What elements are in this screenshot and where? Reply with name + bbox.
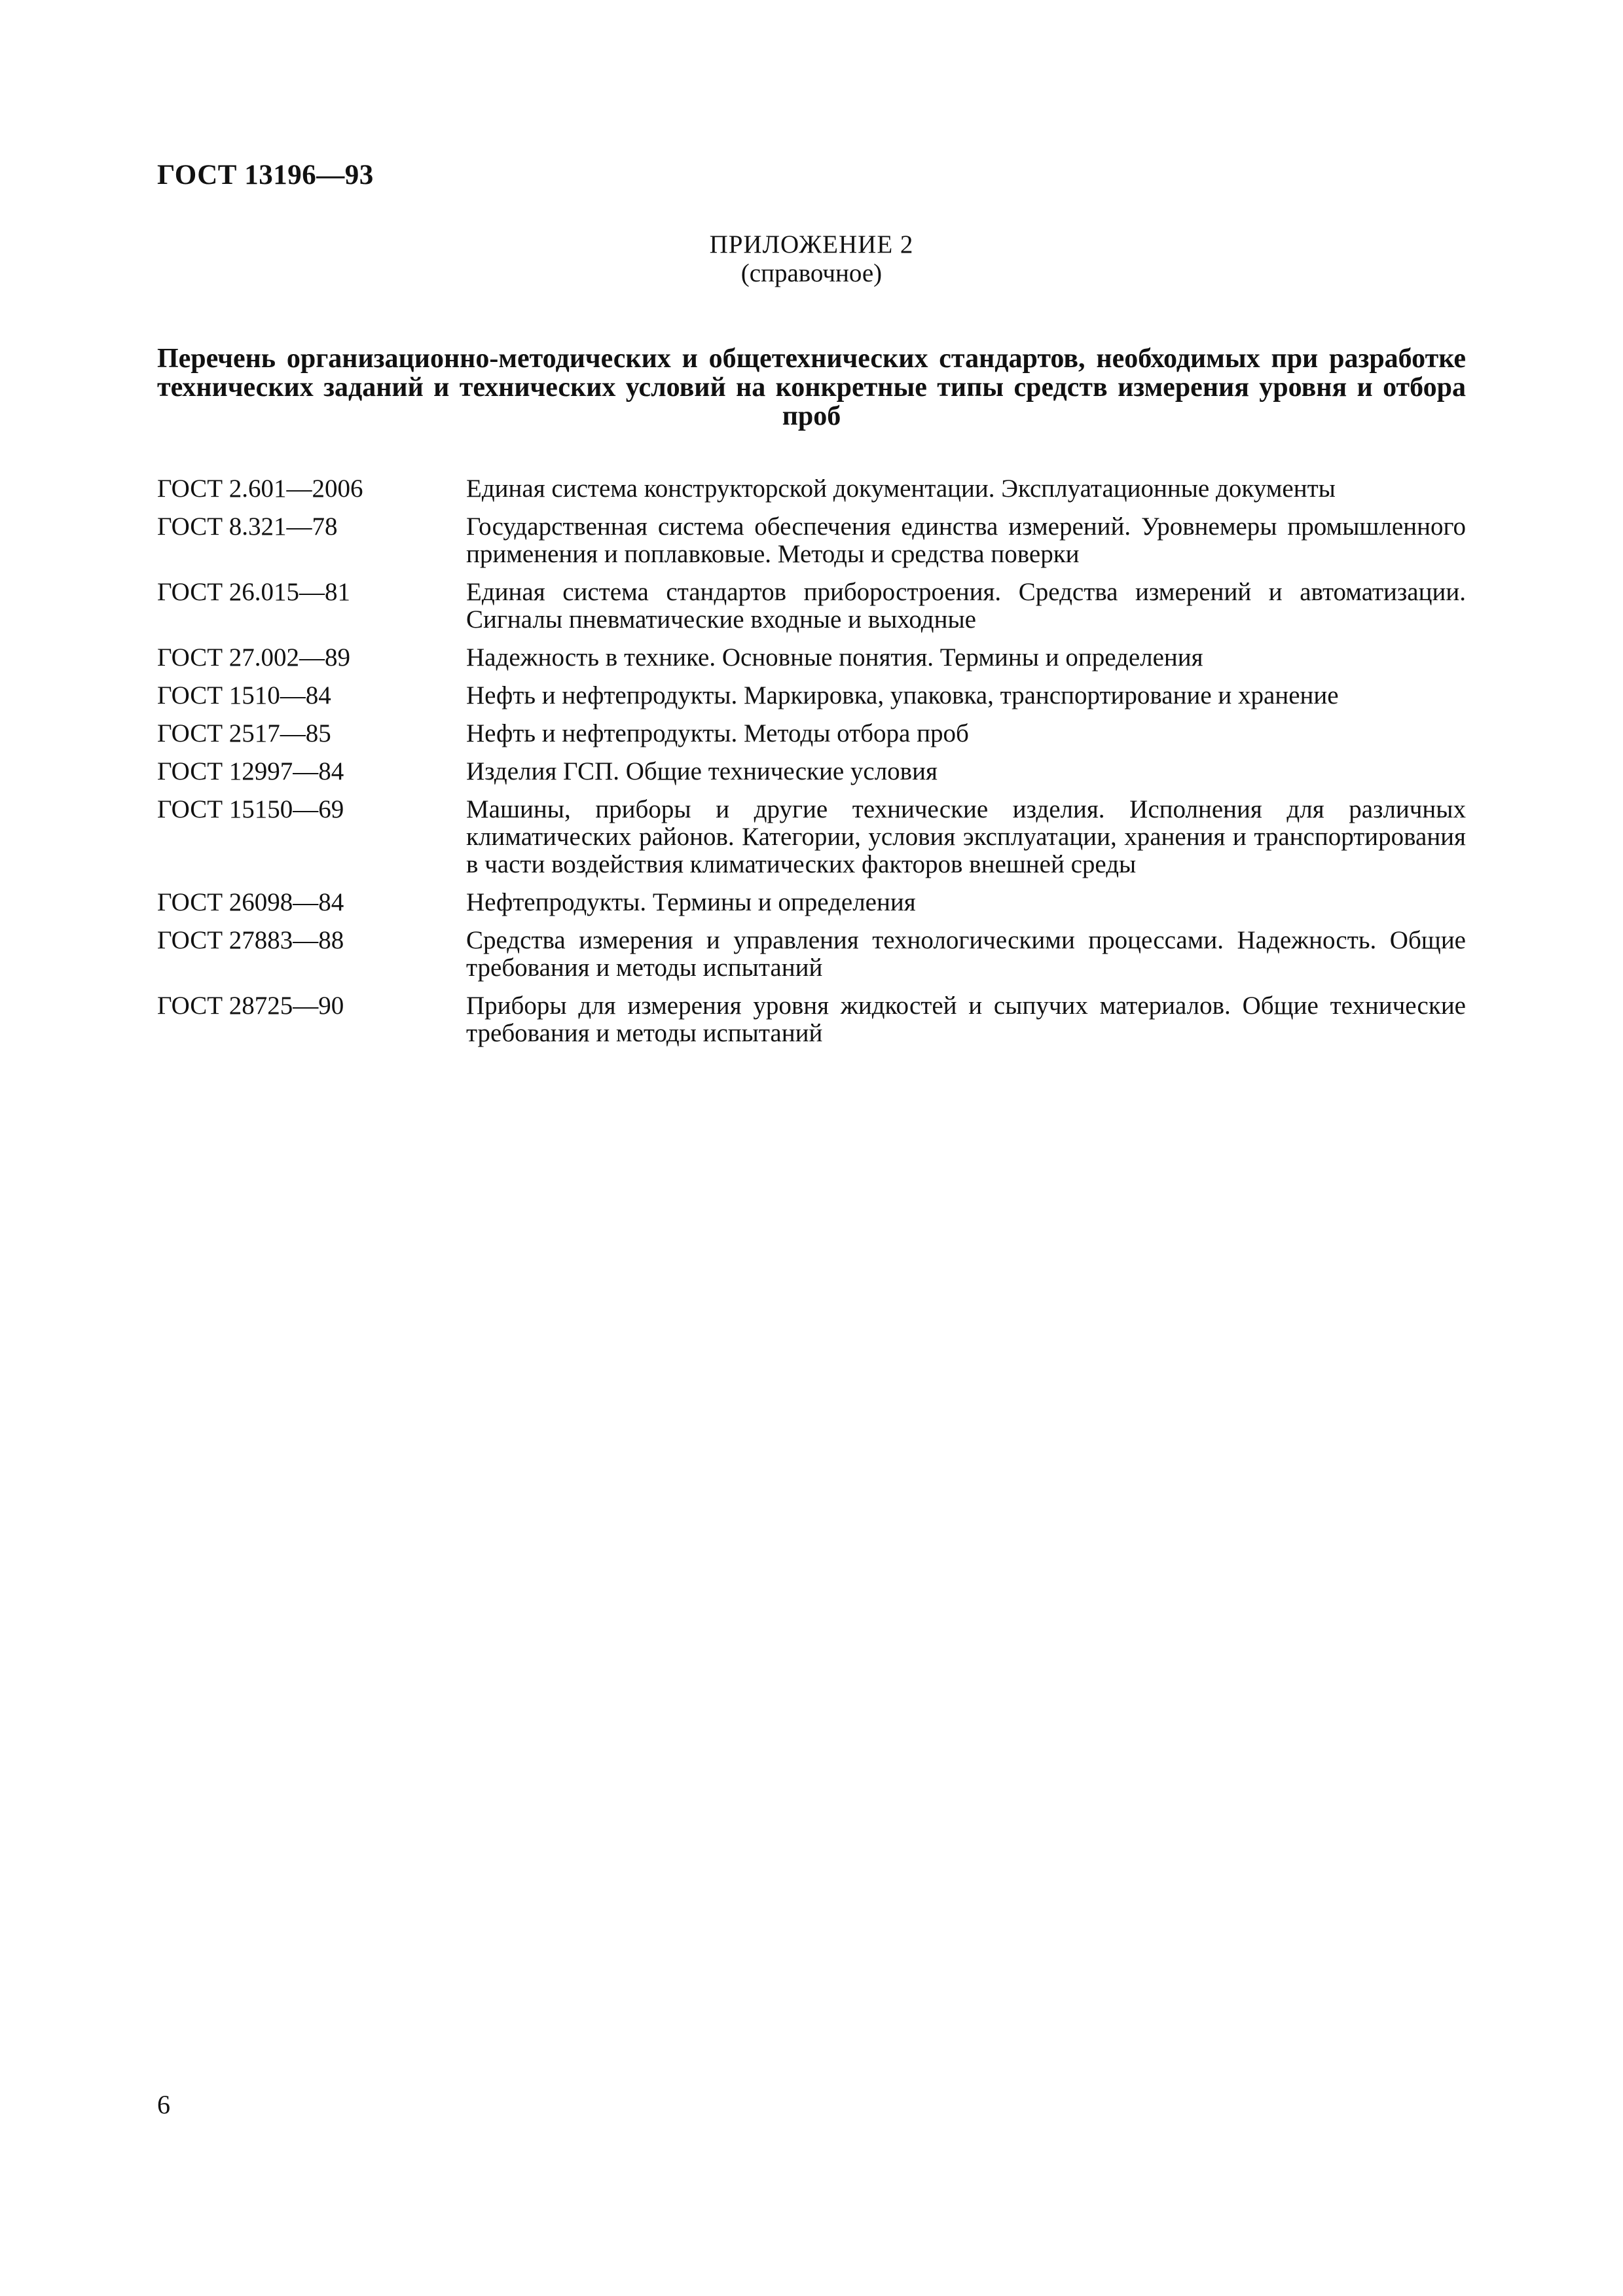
standard-title: Нефть и нефтепродукты. Методы отбора проб bbox=[466, 719, 969, 747]
list-item bbox=[157, 720, 1466, 747]
standard-title: Единая система стандартов приборостроения. Средства измерений и автоматизации. Сигналы пневматические входные и выходные bbox=[466, 578, 1466, 634]
standard-title: Изделия ГСП. Общие технические условия bbox=[466, 757, 938, 785]
reference-list bbox=[157, 475, 1466, 1058]
list-item bbox=[157, 927, 1466, 982]
standard-title: Средства измерения и управления технологическими процессами. Надежность. Общие требования и методы испытаний bbox=[466, 926, 1466, 982]
appendix-title: ПРИЛОЖЕНИЕ 2 bbox=[709, 230, 914, 259]
standard-title: Надежность в технике. Основные понятия. Термины и определения bbox=[466, 643, 1203, 672]
document-title: Перечень организационно-методических и общетехнических стандартов, необходимых при разработке технических заданий и технических условий на конкретные типы средств измерения уровня и отбора проб bbox=[157, 344, 1466, 431]
standard-code: ГОСТ 26098—84 bbox=[157, 888, 344, 916]
appendix-note: (справочное) bbox=[740, 259, 883, 287]
standard-code: ГОСТ 27883—88 bbox=[157, 926, 344, 954]
standard-title: Нефтепродукты. Термины и определения bbox=[466, 888, 916, 916]
list-item bbox=[157, 796, 1466, 878]
standard-header: ГОСТ 13196—93 bbox=[157, 160, 374, 190]
standard-code: ГОСТ 1510—84 bbox=[157, 681, 331, 709]
standard-code: ГОСТ 26.015—81 bbox=[157, 578, 351, 606]
list-item bbox=[157, 889, 1466, 916]
standard-code: ГОСТ 15150—69 bbox=[157, 795, 344, 823]
list-item bbox=[157, 475, 1466, 503]
standard-code: ГОСТ 28725—90 bbox=[157, 992, 344, 1020]
standard-code: ГОСТ 8.321—78 bbox=[157, 512, 338, 541]
standard-title: Единая система конструкторской документации. Эксплуатационные документы bbox=[466, 475, 1336, 503]
standard-title: Нефть и нефтепродукты. Маркировка, упаковка, транспортирование и хранение bbox=[466, 681, 1339, 709]
standard-code: ГОСТ 2517—85 bbox=[157, 719, 331, 747]
standard-title: Государственная система обеспечения единства измерений. Уровнемеры промышленного применения и поплавковые. Методы и средства поверки bbox=[466, 512, 1466, 568]
list-item bbox=[157, 758, 1466, 785]
list-item bbox=[157, 513, 1466, 568]
page-number: 6 bbox=[157, 2090, 170, 2119]
standard-code: ГОСТ 2.601—2006 bbox=[157, 475, 363, 503]
list-item bbox=[157, 992, 1466, 1047]
list-item bbox=[157, 579, 1466, 634]
standard-title: Приборы для измерения уровня жидкостей и сыпучих материалов. Общие технические требования и методы испытаний bbox=[466, 992, 1466, 1047]
list-item bbox=[157, 644, 1466, 672]
standard-code: ГОСТ 12997—84 bbox=[157, 757, 344, 785]
standard-code: ГОСТ 27.002—89 bbox=[157, 643, 351, 672]
list-item bbox=[157, 682, 1466, 709]
standard-title: Машины, приборы и другие технические изделия. Исполнения для различных климатических районов. Категории, условия эксплуатации, хранения и транспортирования в части воздействия климатических факторов внешней среды bbox=[466, 795, 1466, 878]
appendix-heading bbox=[0, 230, 1623, 288]
